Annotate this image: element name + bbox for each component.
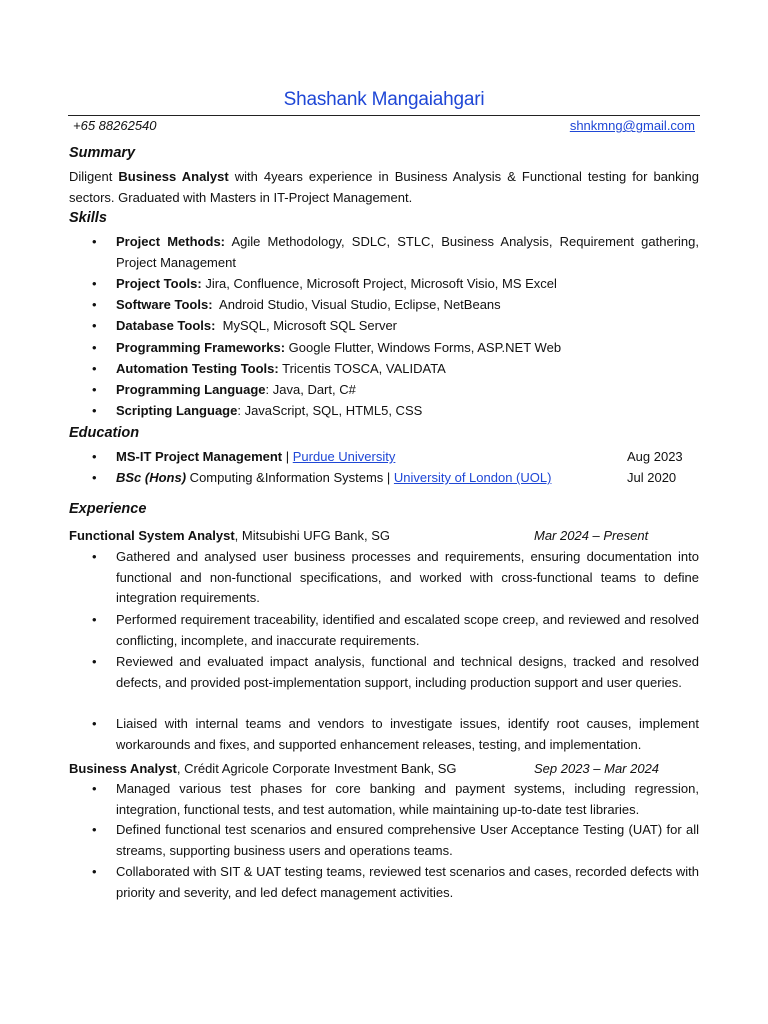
skill-item: Project Tools: Jira, Confluence, Microsoft Project, Microsoft Visio, MS Excel: [116, 276, 557, 291]
bullet-icon: •: [92, 864, 97, 879]
candidate-name: Shashank Mangaiahgari: [283, 89, 485, 110]
bullet-icon: •: [92, 612, 97, 627]
bullet-icon: •: [92, 403, 97, 418]
job-bullet: Defined functional test scenarios and ensured comprehensive User Acceptance Testing (UAT) for all streams, supporting business users and operations teams.: [116, 822, 699, 858]
bullet-icon: •: [92, 449, 97, 464]
bullet-icon: •: [92, 382, 97, 397]
job-bullet: Performed requirement traceability, identified and escalated scope creep, and reviewed and resolved conflicting, incomplete, and inaccurate requirements.: [116, 612, 699, 648]
bullet-icon: •: [92, 470, 97, 485]
job-bullet: Collaborated with SIT & UAT testing teams, reviewed test scenarios and cases, recorded defects with priority and severity, and led defect management activities.: [116, 864, 699, 900]
bullet-icon: •: [92, 276, 97, 291]
phone-number: +65 88262540: [73, 118, 157, 133]
school-link[interactable]: Purdue University: [292, 449, 396, 464]
bullet-icon: •: [92, 781, 97, 796]
header-divider: [68, 115, 700, 116]
experience-heading: Experience: [69, 501, 147, 517]
skill-item: Automation Testing Tools: Tricentis TOSCA, VALIDATA: [116, 361, 446, 376]
job-bullet: Reviewed and evaluated impact analysis, functional and technical designs, tracked and resolved defects, and provided post-implementation support, including production support and user queries.: [116, 654, 699, 690]
skill-item: Programming Frameworks: Google Flutter, Windows Forms, ASP.NET Web: [116, 340, 562, 355]
job-bullet: Gathered and analysed user business processes and requirements, ensuring documentation into functional and non-functional specifications, and worked with cross-functional teams to define integration requirements.: [116, 549, 699, 605]
skills-heading: Skills: [69, 210, 107, 226]
school-link[interactable]: University of London (UOL): [393, 470, 552, 485]
skill-item: Scripting Language: JavaScript, SQL, HTML5, CSS: [116, 403, 423, 418]
education-date: Aug 2023: [627, 449, 683, 464]
education-heading: Education: [69, 425, 140, 441]
bullet-icon: •: [92, 318, 97, 333]
summary-text: Diligent Business Analyst with 4years experience in Business Analysis & Functional testing for banking sectors. Graduated with Masters in IT-Project Management.: [69, 169, 699, 205]
bullet-icon: •: [92, 654, 97, 669]
job-dates: Sep 2023 – Mar 2024: [534, 761, 660, 776]
bullet-icon: •: [92, 234, 97, 249]
skill-item: Programming Language: Java, Dart, C#: [116, 382, 356, 397]
bullet-icon: •: [92, 549, 97, 564]
skill-item: Software Tools: Android Studio, Visual Studio, Eclipse, NetBeans: [116, 297, 501, 312]
education-date: Jul 2020: [627, 470, 677, 485]
job-title-line: Functional System Analyst, Mitsubishi UFG Bank, SG: [69, 528, 390, 543]
skill-item: Database Tools: MySQL, Microsoft SQL Server: [116, 318, 398, 333]
bullet-icon: •: [92, 297, 97, 312]
bullet-icon: •: [92, 340, 97, 355]
summary-heading: Summary: [69, 145, 136, 161]
bullet-icon: •: [92, 822, 97, 837]
bullet-icon: •: [92, 716, 97, 731]
skill-item: Project Methods: Agile Methodology, SDLC, STLC, Business Analysis, Requirement gathering, Project Management: [116, 234, 699, 270]
job-title-line: Business Analyst, Crédit Agricole Corporate Investment Bank, SG: [69, 761, 457, 776]
bullet-icon: •: [92, 361, 97, 376]
email-link[interactable]: shnkmng@gmail.com: [569, 118, 695, 133]
job-dates: Mar 2024 – Present: [534, 528, 649, 543]
education-item: MS-IT Project Management | Purdue University: [116, 449, 396, 464]
education-item: BSc (Hons) Computing &Information Systems | University of London (UOL): [116, 470, 552, 485]
job-bullet: Liaised with internal teams and vendors to investigate issues, identify root causes, implement workarounds and fixes, and supported enhancement releases, testing, and implementation.: [116, 716, 699, 752]
job-bullet: Managed various test phases for core banking and payment systems, including regression, integration, functional tests, and test automation, while maintaining up-to-date test libraries.: [116, 781, 699, 817]
